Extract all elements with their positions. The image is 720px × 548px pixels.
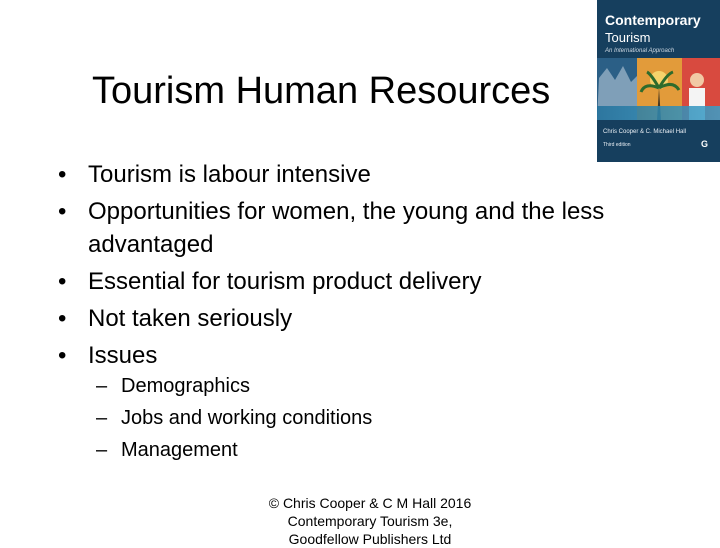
- bullet-marker: •: [58, 305, 67, 332]
- bullet-text: Not taken seriously: [88, 305, 293, 332]
- bullet-text: Essential for tourism product delivery: [88, 268, 482, 295]
- bullet-text: Opportunities for women, the young and the less advantaged: [88, 198, 605, 258]
- cover-photo-collage: [597, 58, 720, 120]
- bullet-list: [56, 158, 656, 376]
- sub-bullet-text: Demographics: [121, 375, 250, 397]
- bullet-item: [56, 195, 656, 261]
- book-title-line2: Tourism: [605, 30, 651, 45]
- footer-line: Contemporary Tourism 3e,: [287, 513, 453, 529]
- book-authors: Chris Cooper & C. Michael Hall: [603, 129, 687, 135]
- publisher-logo: G: [701, 139, 709, 149]
- bullet-text: Issues: [88, 342, 158, 369]
- bullet-marker: •: [58, 268, 67, 295]
- bullet-item: [56, 339, 656, 372]
- bullet-text: Tourism is labour intensive: [88, 161, 371, 188]
- bullet-item: [56, 265, 656, 298]
- sub-bullet-item: [96, 370, 516, 402]
- footer-line: © Chris Cooper & C M Hall 2016: [268, 495, 472, 511]
- slide-title: Tourism Human Resources: [92, 70, 551, 112]
- sub-bullet-item: [96, 434, 516, 466]
- bullet-marker: •: [58, 198, 67, 225]
- sub-bullet-marker: –: [96, 375, 108, 397]
- bullet-item: [56, 158, 656, 191]
- book-cover-image: [597, 0, 720, 162]
- sub-bullet-item: [96, 402, 516, 434]
- bullet-marker: •: [58, 342, 67, 369]
- sub-bullet-marker: –: [96, 407, 108, 429]
- sub-bullet-text: Jobs and working conditions: [121, 407, 373, 429]
- bullet-marker: •: [58, 161, 67, 188]
- footer-line: Goodfellow Publishers Ltd: [288, 531, 452, 547]
- sub-bullet-list: [96, 370, 516, 466]
- book-subtitle: An International Approach: [605, 48, 675, 54]
- sub-bullet-text: Management: [121, 439, 238, 461]
- sub-bullet-marker: –: [96, 439, 108, 461]
- book-edition: Third edition: [603, 142, 631, 148]
- book-title-line1: Contemporary: [605, 12, 701, 28]
- bullet-item: [56, 302, 656, 335]
